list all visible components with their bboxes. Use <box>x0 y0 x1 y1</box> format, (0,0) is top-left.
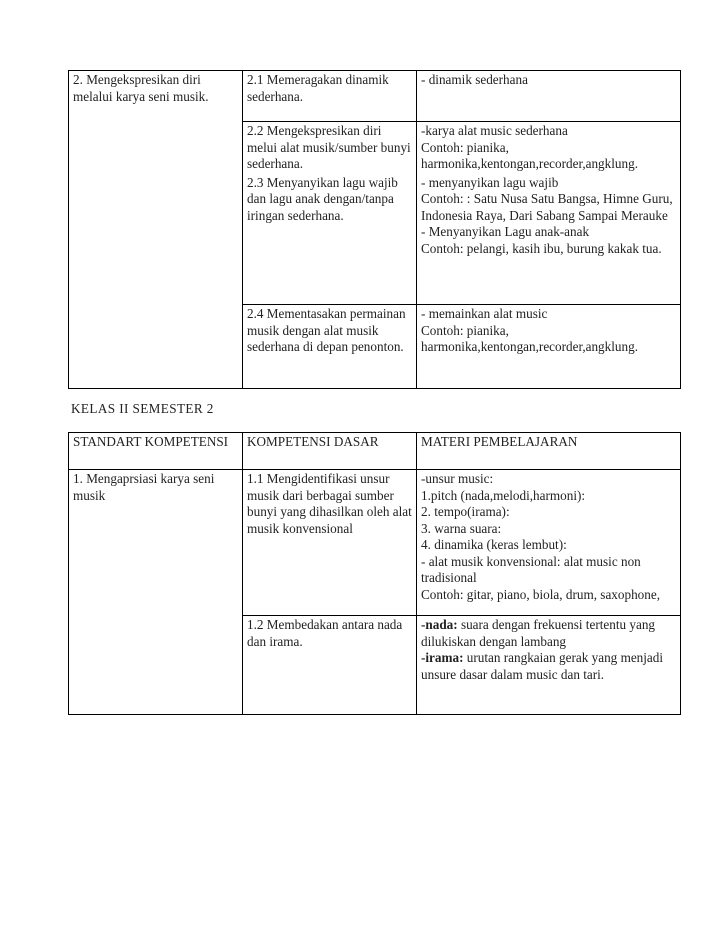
table-row <box>69 122 681 174</box>
definition-nada: suara dengan frekuensi tertentu yang dilukiskan dengan lambang <box>421 617 656 649</box>
learning-material-cell: - memainkan alat music Contoh: pianika, harmonika,kentongan,recorder,angklung. <box>417 305 681 389</box>
basic-competency-cell: 2.3 Menyanyikan lagu wajib dan lagu anak dengan/tanpa iringan sederhana. <box>243 174 417 305</box>
basic-competency-cell: 2.4 Mementasakan permainan musik dengan alat musik sederhana di depan penonton. <box>243 305 417 389</box>
definition-irama: urutan rangkaian gerak yang menjadi unsure dasar dalam music dan tari. <box>421 650 664 682</box>
standard-competency-cell-empty <box>69 122 243 174</box>
learning-material-cell: - dinamik sederhana <box>417 71 681 122</box>
term-irama: -irama: <box>421 650 464 665</box>
table-row <box>69 616 681 715</box>
table-header-row <box>69 433 681 470</box>
basic-competency-cell: 2.2 Mengekspresikan diri melui alat musik/sumber bunyi sederhana. <box>243 122 417 174</box>
table-row <box>69 470 681 616</box>
basic-competency-cell: 1.1 Mengidentifikasi unsur musik dari berbagai sumber bunyi yang dihasilkan oleh alat musik konvensional <box>243 470 417 616</box>
competency-table-semester-2 <box>68 432 681 715</box>
term-nada: -nada: <box>421 617 458 632</box>
table-row <box>69 305 681 389</box>
basic-competency-cell: 2.1 Memeragakan dinamik sederhana. <box>243 71 417 122</box>
standard-competency-cell-empty <box>69 616 243 715</box>
table-row <box>69 71 681 122</box>
standard-competency-cell: 1. Mengaprsiasi karya seni musik <box>69 470 243 616</box>
learning-material-cell: -karya alat music sederhana Contoh: pianika, harmonika,kentongan,recorder,angklung. <box>417 122 681 174</box>
competency-table-semester-1 <box>68 70 681 389</box>
learning-material-cell: - menyanyikan lagu wajib Contoh: : Satu Nusa Satu Bangsa, Himne Guru, Indonesia Raya, Dari Sabang Sampai Merauke - Menyanyikan Lagu anak-anak Contoh: pelangi, kasih ibu, burung kakak tua. <box>417 174 681 305</box>
standard-competency-cell: 2. Mengekspresikan diri melalui karya seni musik. <box>69 71 243 122</box>
learning-material-cell <box>417 616 681 715</box>
standard-competency-cell-empty <box>69 174 243 305</box>
standard-competency-cell-empty <box>69 305 243 389</box>
section-heading: KELAS II SEMESTER 2 <box>71 401 214 416</box>
table-row <box>69 174 681 305</box>
column-header-standard: STANDART KOMPETENSI <box>69 433 243 470</box>
basic-competency-cell: 1.2 Membedakan antara nada dan irama. <box>243 616 417 715</box>
column-header-material: MATERI PEMBELAJARAN <box>417 433 681 470</box>
learning-material-cell: -unsur music: 1.pitch (nada,melodi,harmoni): 2. tempo(irama): 3. warna suara: 4. dinamika (keras lembut): - alat musik konvensional: alat music non tradisional Contoh: gitar, piano, biola, drum, saxophone, <box>417 470 681 616</box>
column-header-basic-competency: KOMPETENSI DASAR <box>243 433 417 470</box>
